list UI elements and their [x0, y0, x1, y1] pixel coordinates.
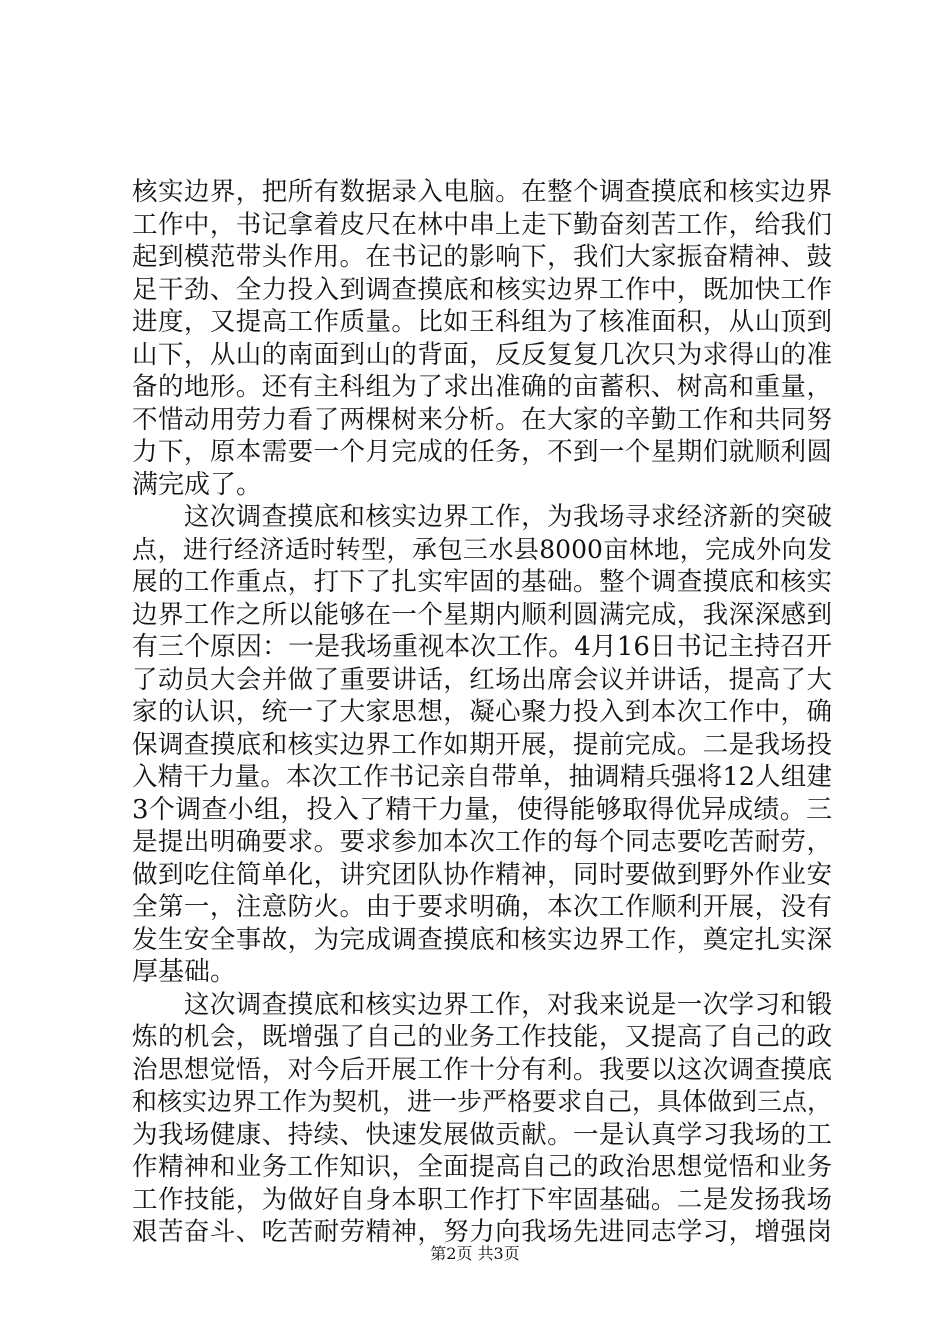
text-line: 这次调查摸底和核实边界工作，对我来说是一次学习和锻 [132, 989, 832, 1020]
document-body [132, 176, 832, 1249]
text-line: 炼的机会，既增强了自己的业务工作技能，又提高了自己的政 [132, 1022, 832, 1052]
text-line: 为我场健康、持续、快速发展做贡献。一是认真学习我场的工 [132, 1119, 832, 1150]
text-line: 做到吃住简单化，讲究团队协作精神，同时要做到野外作业安 [132, 859, 832, 890]
text-line: 发生安全事故，为完成调查摸底和核实边界工作，奠定扎实深 [132, 924, 832, 955]
text-line: 足干劲、全力投入到调查摸底和核实边界工作中，既加快工作 [132, 274, 832, 305]
text-line: 山下，从山的南面到山的背面，反反复复几次只为求得山的准 [132, 339, 832, 370]
text-line: 全第一，注意防火。由于要求明确，本次工作顺利开展，没有 [132, 892, 832, 922]
text-line: 了动员大会并做了重要讲话，红场出席会议并讲话，提高了大 [132, 664, 832, 695]
paragraph-1 [132, 176, 832, 501]
text-line: 作精神和业务工作知识，全面提高自己的政治思想觉悟和业务 [132, 1152, 832, 1182]
text-line: 3个调查小组，投入了精干力量，使得能够取得优异成绩。三 [132, 794, 832, 825]
paragraph-3 [132, 989, 832, 1249]
page-number-footer: 第2页 共3页 [430, 1244, 520, 1263]
text-line: 是提出明确要求。要求参加本次工作的每个同志要吃苦耐劳， [132, 827, 832, 857]
text-line: 核实边界，把所有数据录入电脑。在整个调查摸底和核实边界 [132, 177, 832, 207]
text-line: 厚基础。 [132, 957, 237, 987]
text-line: 有三个原因：一是我场重视本次工作。4月16日书记主持召开 [132, 632, 832, 662]
text-line: 备的地形。还有主科组为了求出准确的亩蓄积、树高和重量， [132, 372, 832, 402]
text-line: 工作中，书记拿着皮尺在林中串上走下勤奋刻苦工作，给我们 [132, 209, 832, 240]
text-line: 工作技能，为做好自身本职工作打下牢固基础。二是发扬我场 [132, 1184, 832, 1215]
text-line: 家的认识，统一了大家思想，凝心聚力投入到本次工作中，确 [132, 697, 832, 727]
text-line: 和核实边界工作为契机，进一步严格要求自己，具体做到三点， [132, 1087, 833, 1116]
paragraph-2 [132, 501, 832, 989]
text-line: 边界工作之所以能够在一个星期内顺利圆满完成，我深深感到 [132, 599, 832, 630]
text-line: 不惜动用劳力看了两棵树来分析。在大家的辛勤工作和共同努 [132, 404, 832, 435]
text-line: 入精干力量。本次工作书记亲自带单，抽调精兵强将12人组建 [132, 762, 832, 792]
text-line: 艰苦奋斗、吃苦耐劳精神，努力向我场先进同志学习，增强岗 [132, 1217, 832, 1247]
text-line: 力下，原本需要一个月完成的任务，不到一个星期们就顺利圆 [132, 437, 832, 467]
text-line: 进度，又提高工作质量。比如王科组为了核准面积，从山顶到 [132, 307, 832, 337]
text-line: 满完成了。 [132, 469, 263, 500]
text-line: 这次调查摸底和核实边界工作，为我场寻求经济新的突破 [132, 502, 832, 532]
text-line: 展的工作重点，打下了扎实牢固的基础。整个调查摸底和核实 [132, 567, 832, 597]
text-line: 点，进行经济适时转型，承包三水县8000亩林地，完成外向发 [132, 534, 832, 564]
text-line: 起到模范带头作用。在书记的影响下，我们大家振奋精神、鼓 [132, 242, 832, 272]
text-line: 保调查摸底和核实边界工作如期开展，提前完成。二是我场投 [132, 729, 832, 760]
text-line: 治思想觉悟，对今后开展工作十分有利。我要以这次调查摸底 [132, 1054, 832, 1085]
